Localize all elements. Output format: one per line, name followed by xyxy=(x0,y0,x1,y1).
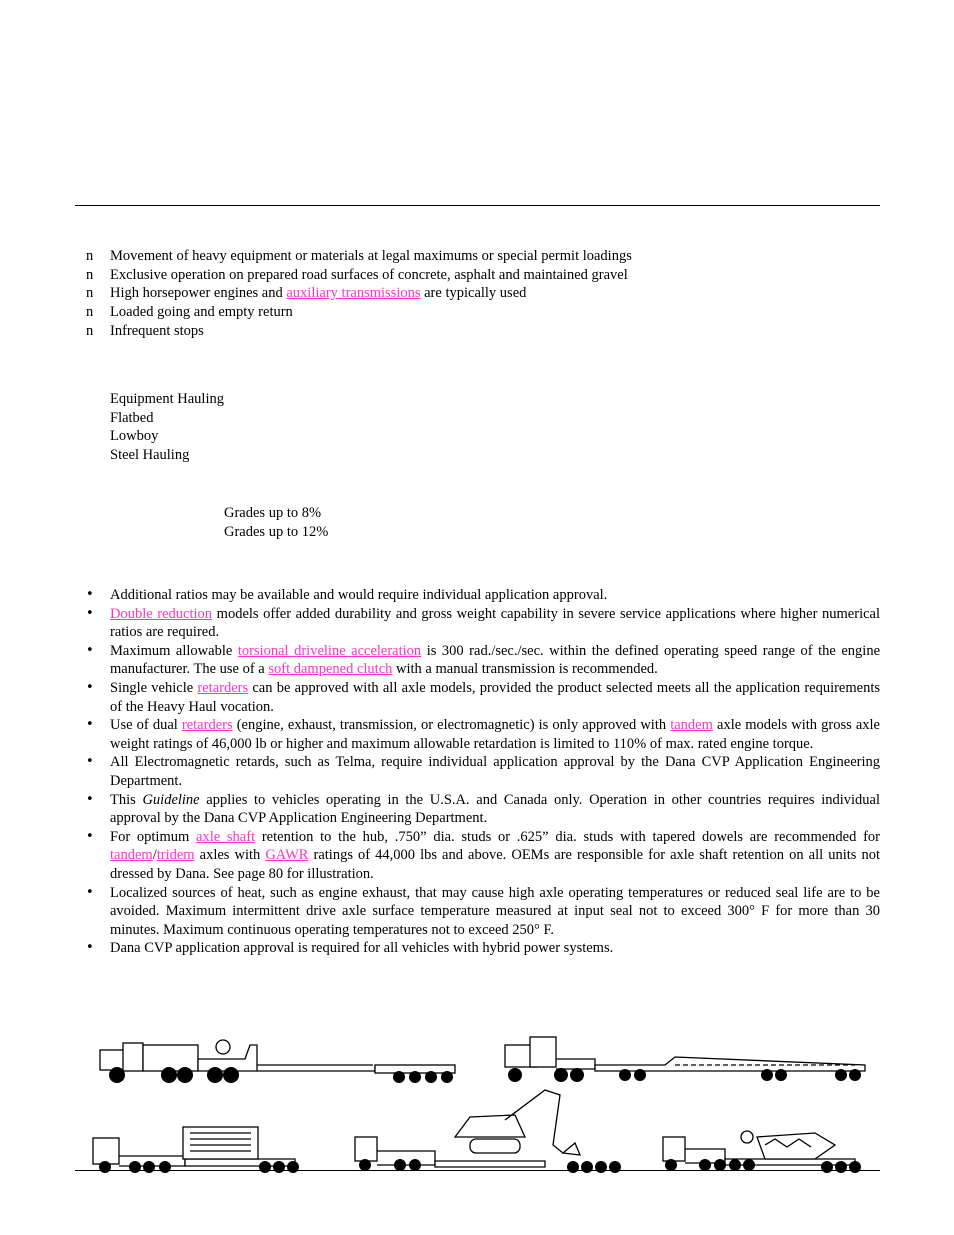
heavy-haul-trucks-illustration xyxy=(75,1025,880,1175)
list-item: Grades up to 8% xyxy=(224,505,322,521)
note-item: • Maximum allowable torsional driveline acceleration is 300 rad./sec./sec. within the defined operating speed range of the engine manufacturer. The use of a soft dampened clutch with a manual transmission is recommended. xyxy=(86,642,881,678)
note-item: • Dana CVP application approval is required for all vehicles with hybrid power systems. xyxy=(86,940,614,957)
bullet: • xyxy=(86,940,94,956)
gawr-link[interactable]: GAWR xyxy=(265,847,309,864)
tandem-link[interactable]: tandem xyxy=(670,717,713,734)
list-item: n Movement of heavy equipment or materials at legal maximums or special permit loadings xyxy=(86,248,632,264)
truck-lowboy-1-icon xyxy=(100,1040,455,1083)
truck-transformer-load-icon xyxy=(93,1127,299,1173)
retarders-link[interactable]: retarders xyxy=(181,717,233,734)
bullet: • xyxy=(86,828,94,844)
bullet: • xyxy=(86,754,94,770)
note-item: • Localized sources of heat, such as engine exhaust, that may cause high axle operating temperatures or reduced seal life are to be avoided. Maximum intermittent drive axle surface temperature measured at input seal not to exceed 300° F for more than 30 minutes. Maximum continuous operating temperatures not to exceed 250° F. xyxy=(86,884,880,938)
note-item: • This Guideline applies to vehicles operating in the U.S.A. and Canada only. Operation in other countries requires individual approval by the Dana CVP Application Engineering Department. xyxy=(86,791,881,827)
retarders-link[interactable]: retarders xyxy=(197,679,249,696)
note-item: • Single vehicle retarders can be approved with all axle models, provided the product selected meets all the application requirements of the Heavy Haul vocation. xyxy=(86,679,881,715)
bullet: • xyxy=(86,642,94,658)
vehicle-types-list xyxy=(110,390,224,465)
tridem-link[interactable]: tridem xyxy=(156,847,195,864)
list-item: n Exclusive operation on prepared road surfaces of concrete, asphalt and maintained gravel xyxy=(86,266,628,283)
soft-dampened-clutch-link[interactable]: soft dampened clutch xyxy=(268,661,393,678)
list-marker: n xyxy=(86,266,94,283)
list-item: n High horsepower engines and auxiliary transmissions are typically used xyxy=(86,285,527,302)
bullet: • xyxy=(86,587,94,602)
list-marker: n xyxy=(86,248,94,264)
list-item: n Infrequent stops xyxy=(86,322,204,339)
bullet: • xyxy=(86,717,94,733)
list-marker: n xyxy=(86,285,94,302)
note-item: • Double reduction models offer added durability and gross weight capability in severe service applications where higher numerical ratios are required. xyxy=(86,605,880,641)
grades-list xyxy=(224,504,328,541)
truck-lowboy-2-icon xyxy=(505,1037,865,1082)
bullet: • xyxy=(86,791,94,807)
list-item: Equipment Hauling xyxy=(110,391,224,407)
torsional-driveline-acceleration-link[interactable]: torsional driveline acceleration xyxy=(237,642,422,659)
list-marker: n xyxy=(86,322,94,339)
list-item: Lowboy xyxy=(110,428,159,445)
footer-rule xyxy=(75,1170,880,1171)
list-item: Grades up to 12% xyxy=(224,523,329,540)
bullet: • xyxy=(86,679,94,695)
header-rule xyxy=(75,205,880,206)
bullet: • xyxy=(86,884,94,900)
bullet: • xyxy=(86,605,94,621)
double-reduction-link[interactable]: Double reduction xyxy=(110,605,213,622)
characteristics-list xyxy=(86,247,632,340)
tandem-link[interactable]: tandem xyxy=(110,847,153,864)
note-item: • All Electromagnetic retards, such as Telma, require individual application approval by the Dana CVP Application Engineering Department. xyxy=(86,754,880,789)
truck-excavator-load-icon xyxy=(355,1090,621,1173)
truck-steel-load-icon xyxy=(663,1131,861,1173)
list-item: Steel Hauling xyxy=(110,447,190,464)
axle-shaft-link[interactable]: axle shaft xyxy=(196,828,256,845)
note-item: • Use of dual retarders (engine, exhaust, transmission, or electromagnetic) is only approved with tandem axle models with gross axle weight ratings of 46,000 lb or higher and maximum allowable retardation is limited to 110% of max. rated engine torque. xyxy=(86,717,880,752)
list-item: Flatbed xyxy=(110,409,154,426)
list-marker: n xyxy=(86,304,94,321)
auxiliary-transmissions-link[interactable]: auxiliary transmissions xyxy=(286,285,421,302)
list-item: n Loaded going and empty return xyxy=(86,304,293,321)
note-item: • For optimum axle shaft retention to the hub, .750” dia. studs or .625” dia. studs with tapered dowels are recommended for tandem/tridem axles with GAWR ratings of 44,000 lbs and above. OEMs are responsible for axle shaft retention on all units not dressed by Dana. See page 80 for illustration. xyxy=(86,828,881,882)
application-notes xyxy=(86,586,880,958)
guideline-emphasis: Guideline xyxy=(142,791,200,808)
note-item: • Additional ratios may be available and would require individual application approval. xyxy=(86,587,608,603)
